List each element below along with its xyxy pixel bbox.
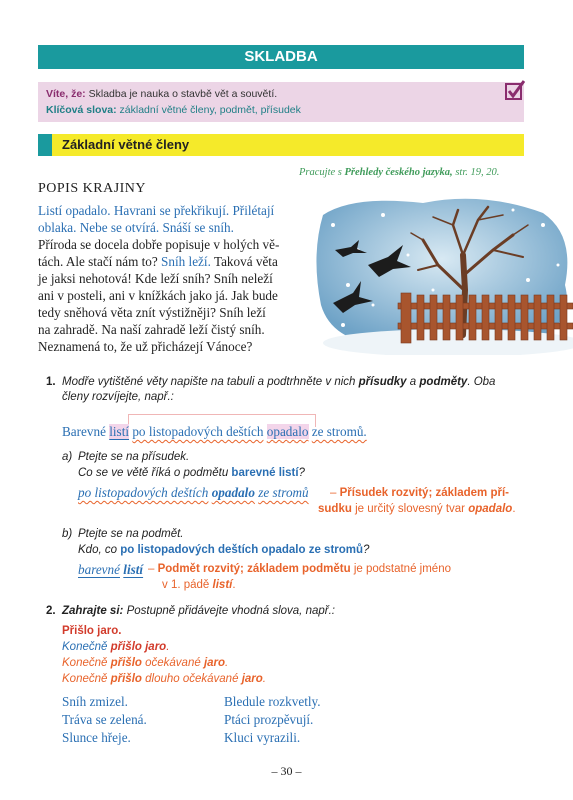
hint-book: Přehledy českého jazyka, — [344, 167, 453, 178]
answer-fragment: ze stromů — [258, 485, 309, 500]
rule-fragment: v 1. pádě — [162, 579, 210, 591]
answer-subject: listí — [123, 562, 144, 577]
task-text-bold: Zahrajte si: — [62, 605, 124, 617]
subtask-question — [78, 467, 305, 479]
text-line: ani v posteli, ani v knížkách jako já. Jak bude — [38, 288, 278, 303]
info-line — [46, 88, 277, 100]
info-box — [38, 82, 524, 122]
section-header — [38, 134, 524, 156]
sentence-item: Kluci vyrazili. — [224, 730, 301, 745]
example-bold: přišlo — [110, 657, 142, 669]
question-fragment: ? — [363, 544, 370, 556]
task-text — [62, 376, 522, 388]
example-sentence — [62, 423, 367, 440]
answer-line — [78, 561, 143, 578]
rule-bold: sudku — [318, 503, 352, 515]
text-line: Příroda se docela dobře popisuje v holých vě- — [38, 237, 280, 252]
task-text-fragment: . Oba — [467, 376, 496, 388]
example-line — [62, 673, 266, 685]
sentence-item: Slunce hřeje. — [62, 730, 131, 745]
text-line — [38, 253, 278, 270]
example-bold: přišlo jaro — [110, 641, 167, 653]
rule-fragment: . — [512, 503, 516, 515]
answer-line — [78, 484, 309, 501]
subtask-label: b) — [62, 528, 73, 540]
rule-bold: Přísudek rozvitý — [339, 487, 429, 499]
section-title: Základní větné členy — [62, 137, 190, 152]
sentence-item: Ptáci prozpěvují. — [224, 712, 314, 727]
text-fragment: Taková věta — [213, 254, 278, 269]
subtask-label: a) — [62, 451, 73, 463]
answer-fragment: po listopadových deštích — [78, 485, 209, 500]
example-word: ze stromů. — [311, 424, 367, 439]
answer-predicate: opadalo — [211, 485, 255, 500]
rule-fragment: je podstatné jméno — [353, 563, 451, 575]
answer-fragment: barevné — [78, 562, 120, 577]
rule-bold: listí — [212, 579, 233, 591]
task-text-bold: přísudky — [358, 376, 407, 388]
task-text-fragment: Postupně přidávejte vhodná slova, např.: — [126, 605, 335, 617]
example-word: Barevné — [62, 424, 106, 439]
sentence-item: Bledule rozkvetly. — [224, 694, 321, 709]
task-text-fragment: Modře vytištěné věty napište na tabuli a podtrhněte v nich — [62, 376, 356, 388]
winter-illustration — [313, 195, 573, 355]
keywords-label: Klíčová slova: — [46, 104, 117, 116]
section-marker — [38, 134, 52, 156]
question-bold: barevné listí — [231, 467, 299, 479]
example-line — [62, 657, 228, 669]
rule-bold: ; základem podmětu — [240, 563, 351, 575]
rule-dash: – — [330, 487, 337, 499]
info-text: Skladba je nauka o stavbě vět a souvětí. — [88, 88, 278, 100]
example-bold: jaro — [241, 673, 263, 685]
rule-fragment: . — [232, 579, 236, 591]
rule-bold: Podmět rozvitý — [157, 563, 241, 575]
checkbox-icon — [505, 80, 525, 100]
question-fragment: Kdo, co — [78, 544, 117, 556]
hint-prefix: Pracujte s — [299, 167, 342, 178]
blue-sentence: Listí opadalo. Havrani se překřikují. Přilétají — [38, 203, 275, 218]
page-number: – 30 – — [271, 764, 302, 778]
rule-text — [148, 563, 451, 575]
example-fragment: . — [262, 673, 266, 685]
subtask-question: Ptejte se na přísudek. — [78, 451, 190, 463]
rule-fragment: je určitý slovesný tvar — [355, 503, 466, 515]
sentence-item: Sníh zmizel. — [62, 694, 128, 709]
example-fragment: dlouho očekávané — [145, 673, 239, 685]
hint-suffix: str. 19, 20. — [455, 167, 500, 178]
example-line: Přišlo jaro. — [62, 625, 122, 637]
example-fragment: . — [166, 641, 170, 653]
example-bold: jaro — [203, 657, 226, 669]
example-fragment: Konečně — [62, 673, 108, 685]
rule-text — [318, 503, 516, 515]
text-fragment: tách. Ale stačí nám to? — [38, 254, 158, 269]
example-line — [62, 641, 169, 653]
example-subject: listí — [109, 424, 130, 439]
text-title: POPIS KRAJINY — [38, 181, 147, 196]
subtask-question: Ptejte se na podmět. — [78, 528, 184, 540]
example-fragment: . — [225, 657, 229, 669]
question-fragment: Co se ve větě říká o podmětu — [78, 467, 229, 479]
rule-text — [162, 579, 236, 591]
text-line: na zahradě. Na naší zahradě leží čistý sníh. — [38, 322, 265, 337]
rule-dash: – — [148, 563, 155, 575]
rule-bold: ; základem pří- — [428, 487, 509, 499]
example-predicate: opadalo — [266, 424, 309, 439]
rule-bold: opadalo — [468, 503, 513, 515]
chapter-title: SKLADBA — [38, 45, 524, 69]
example-fragment: Konečně — [62, 657, 108, 669]
sentence-item: Tráva se zelená. — [62, 712, 147, 727]
blue-sentence: oblaka. Nebe se otvírá. Snáší se sníh. — [38, 220, 234, 235]
task-text-fragment: a — [409, 376, 417, 388]
keywords-text: základní větné členy, podmět, přísudek — [119, 104, 301, 116]
question-fragment: ? — [298, 467, 305, 479]
reference-hint — [299, 167, 499, 178]
task-number: 1. — [46, 376, 56, 388]
task-number: 2. — [46, 605, 56, 617]
text-line: tedy sněhová věta znít výstižněji? Sníh leží — [38, 305, 266, 320]
example-fragment: Konečně — [62, 641, 108, 653]
example-bold: přišlo — [110, 673, 142, 685]
text-line: je jaksi nehotová! Kde leží sníh? Sníh neleží — [38, 271, 273, 286]
text-line: Neznamená to, že už přicházejí Vánoce? — [38, 339, 253, 354]
info-label: Víte, že: — [46, 88, 86, 100]
question-bold: po listopadových deštích opadalo ze stromů — [120, 544, 364, 556]
task-text-bold: podměty — [419, 376, 468, 388]
rule-text — [330, 487, 509, 499]
blue-sentence: Sníh leží. — [161, 254, 211, 269]
subtask-question — [78, 544, 369, 556]
keywords-line — [46, 104, 301, 116]
task-text: členy rozvíjejte, např.: — [62, 391, 174, 403]
task-text — [62, 605, 335, 617]
example-word: po listopadových deštích — [132, 424, 264, 439]
example-fragment: očekávané — [145, 657, 201, 669]
